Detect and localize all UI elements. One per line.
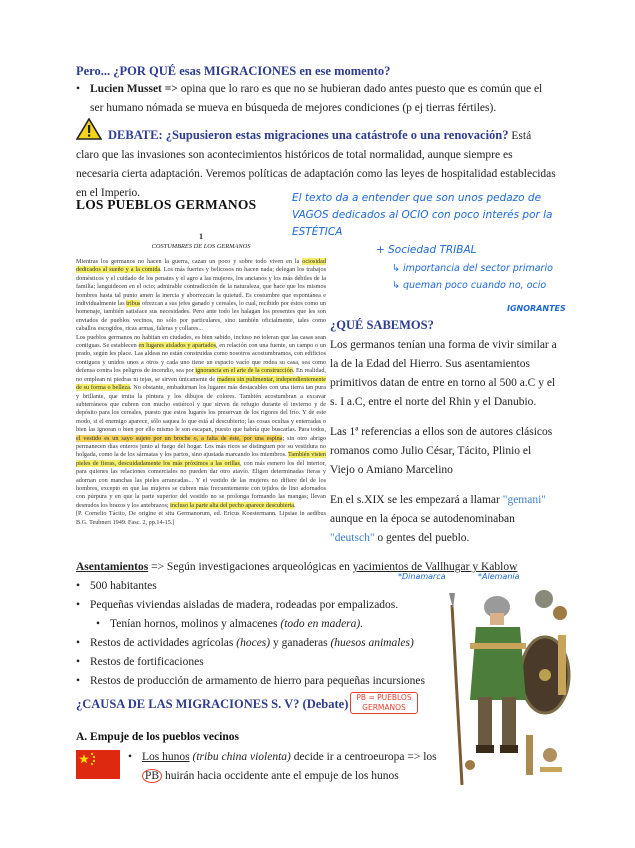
handwritten-note-1: El texto da a entender que son unos pedazo de VAGOS dedicados al OCIO con poco interés por la ESTÉTICA [292,192,553,238]
sabemos-paragraph-3: En el s.XIX se les empezará a llamar "gemani" aunque en la época se autodenominaban "deutsch" o gentes del pueblo. [330,494,546,544]
list-item: • Restos de fortificaciones [76,653,546,672]
causa-list [128,748,448,767]
handwritten-note-5: IGNORANTES [507,304,566,313]
handwritten-note-4: ↳ queman poco cuando no, ocio [392,280,547,291]
causa-line-2: PB huirán hacia occidente ante el empuje de los hunos [142,767,462,786]
china-flag-icon [76,750,120,784]
sabemos-paragraph-2: Las 1ª referencias a ellos son de autores clásicos romanos como Julio César, Tácito, Plinio el Viejo o Amiano Marcelino [330,426,553,476]
list-item: • Pequeñas viviendas aisladas de madera, rodeadas por empalizados. [76,596,546,615]
list-item: • Lucien Musset => opina que lo raro es que no se hubieran dado antes puesto que es común que el ser humano nómada se mueva en búsqueda de mejores condiciones (p ej tierras fértiles). [76,80,556,118]
excerpt-box [76,232,326,527]
page-heading: LOS PUEBLOS GERMANOS [76,197,257,212]
asentamientos-intro: Asentamientos => Según investigaciones arqueológicas en yacimientos de Vallhugar y Kablow [76,561,518,573]
list-item: • Restos de producción de armamento de hierro para pequeñas incursiones [76,672,546,691]
excerpt-title: COSTUMBRES DE LOS GERMANOS [151,243,251,250]
handwritten-note-2: + Sociedad TRIBAL [376,244,477,256]
section-title-causa: ¿CAUSA DE LAS MIGRACIONES S. V? (Debate) [76,697,349,711]
list-item: • Los hunos (tribu china violenta) decide ir a centroeuropa => los [128,748,448,767]
excerpt-source: [P. Cornelio Tácito, De origine et situ Germanorum, ed. Ericus Koestermann. Lipsiae in aedibus B.G. Teubneri 1949. Fasc. 2, pp.14-15.] [76,510,326,526]
list-item: • Tenían hornos, molinos y almacenes (todo en madera). [96,615,546,634]
subsection-a: A. Empuje de los pueblos vecinos [76,731,239,743]
q1-list [76,80,556,118]
handwritten-dinamarca: *Dinamarca [398,572,446,581]
sabemos-paragraph-1: Los germanos tenían una forma de vivir similar a la de la Edad del Hierro. Sus asentamientos primitivos datan de entre en torno al 500 a.C y el s. I a.C, entre el norte del Rhin y el Danubio. [330,339,557,408]
debate-paragraph: DEBATE: ¿Supusieron estas migraciones una catástrofe o una renovación? Está claro que las invasiones son acontecimientos históricos de total normalidad, aunque siempre es necesaria cierta adaptación. Veremos políticas de adaptación como las leyes de hospitalidad establecidas en el Imperio. [76,128,556,199]
excerpt-number: 1 [199,232,203,241]
handwritten-alemania: *Alemania [478,572,520,581]
pb-annotation-box: PB = PUEBLOS GERMANOS [350,692,418,714]
excerpt-paragraph-1: Mientras los germanos no hacen la guerra, cazan un poco y sobre todo viven en la ociosidad dedicados al sueño y a la comida. Los más fuertes y belicosos no hacen nada; delegan los trabajos domésticos y el cuidado de los penates y el agro a las mujeres, los ancianos y los más débiles de la familia; languidecen en el ocio; admirable contradicción de la naturaleza, que hace que los mismos hombres hasta tal punto amen la inercia y aborrezcan la quietud. Es costumbre que espontánea e individualmente las tribus ofrezcan a sus jefes ganado y cereales, lo cual, recibido por éstos como un homenaje, también satisface sus necesidades. Pero ante todo les halagan los presentes que les son enviados de pueblos vecinos, no sólo por particulares, sino también oficialmente, tales como caballos escogidos, ricas armas, faleras y collares... [76,258,326,333]
excerpt-paragraph-2: Los pueblos germanos no habitan en ciudades, es bien sabido, incluso no toleran que las casas sean contiguas. Se establecen en lugares aislados y apartados, en relación con una fuente, un campo o un prado, según les place. Las aldeas no están construidas como nosotros acostumbramos, con edificios contiguos y unidos unos a otros y cada uno tiene un espacio vacío que rodea su casa, sea como defensa contra los peligros de incendio, sea por ignorancia en el arte de la construcción. En realidad, no emplean ni piedras ni tejas, se sirven únicamente de madera sin pulimentar, independientemente de su forma o belleza. No obstante, embadurnan los lugares más destacables con una tierra tan pura y brillante, que imita la pintura y los dibujos de colores. También acostumbran a excavar subterráneos que cubren con mucho estiércol y que sirven de refugio durante el invierno y de depósito para los cereales, puesto que estos lugares los preservan de los rigores del frío. Y de este modo, si el enemigo aparece, sólo saquea lo que está al descubierto; las cosas ocultas y enterradas o bien las ignoran o bien por ello mismo le son escapan, puesto que habría que buscarlas. Para todos, el vestido es un sayo sujeto por un broche o, a falta de éste, por una espina; sin otro abrigo permanecen días enteros junto al fuego del hogar. Los más ricos se distinguen por su vestidura no holgada, como la de los sármatas y los partos, sino ajustada marcando los miembros. También visten pieles de fieras, descuidadamente los más próximos a las orillas, con más esmero los del interior, para quienes las relaciones comerciales no pueden dar otro atavío. Eligen determinadas fieras y adornan con manchas las pieles arrancadas... Y el vestido de las mujeres no difiere del de los hombres, excepto en que las mujeres se cubren más frecuentemente con tejidos de lino adornados con púrpura y en que la parte superior del vestido no se prolonga formando las mangas; llevan desnudos los brazos y los antebrazos; incluso la parte alta del pecho aparece descubierta. [76,333,327,509]
list-item: • 500 habitantes [76,577,546,596]
section-title-sabemos: ¿QUÉ SABEMOS? [330,318,434,332]
handwritten-note-3: ↳ importancia del sector primario [392,263,553,274]
list-item: • Restos de actividades agrícolas (hoces) y ganaderas (huesos animales) [76,634,546,653]
germanic-warrior-illustration [440,585,575,795]
section-title-why: Pero... ¿POR QUÉ esas MIGRACIONES en ese momento? [76,64,391,78]
